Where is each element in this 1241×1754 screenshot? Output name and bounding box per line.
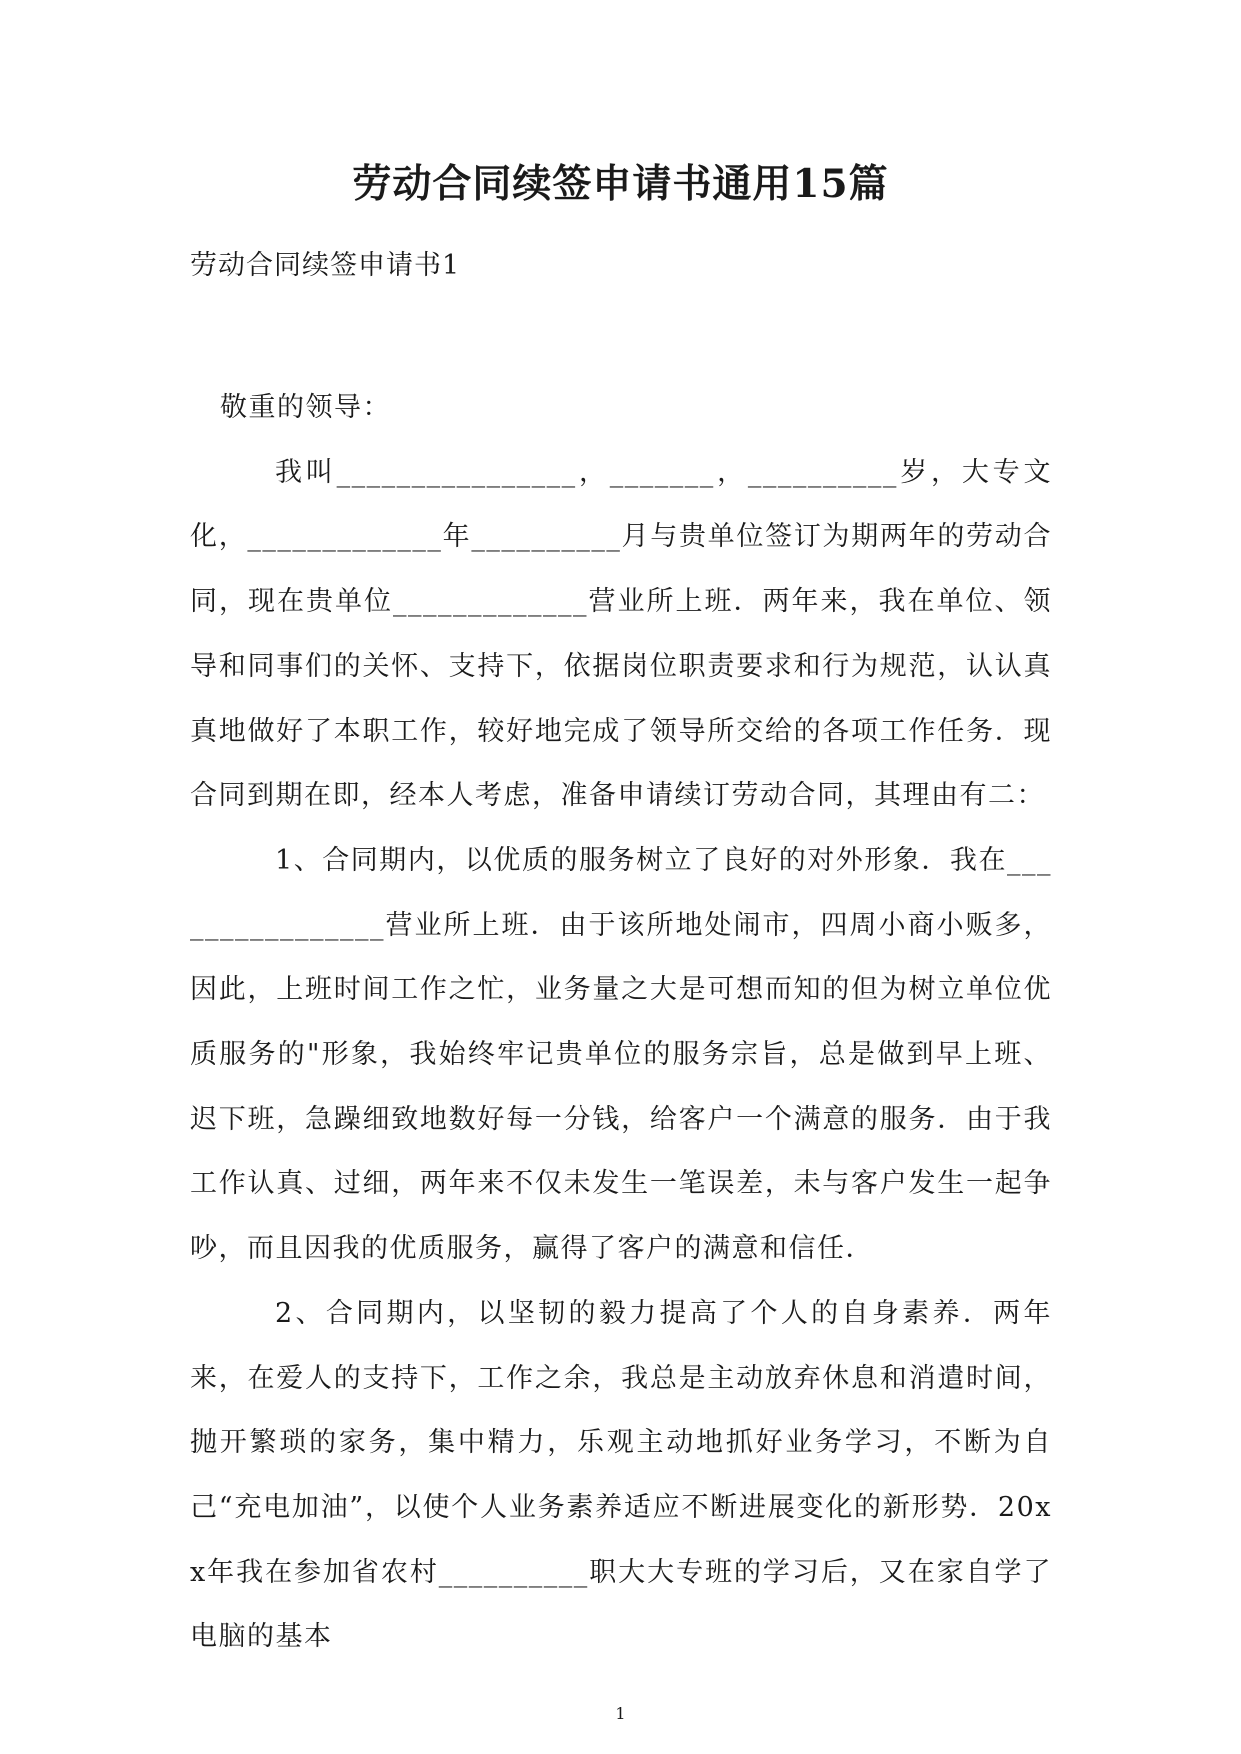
paragraph-intro: 我叫________________，_______，__________岁，大专文化，_____________年__________月与贵单位签订为期两年的劳动合同，现在贵单位_____________营业所上班．两年来，我在单位、领导和同事们的关怀、支持下，依据岗位职责要求和行为规范，认认真真地做好了本职工作，较好地完成了领导所交给的各项工作任务．现合同到期在即，经本人考虑，准备申请续订劳动合同，其理由有二： [190,456,1052,812]
greeting: 敬重的领导： [220,392,391,423]
paragraph-reason-1: 1、合同期内，以优质的服务树立了良好的对外形象．我在________________营业所上班．由于该所地处闹市，四周小商小贩多，因此，上班时间工作之忙，业务量之大是可想而知的但为树立单位优质服务的"形象，我始终牢记贵单位的服务宗旨，总是做到早上班、迟下班，急躁细致地数好每一分钱，给客户一个满意的服务．由于我工作认真、过细，两年来不仅未发生一笔误差，未与客户发生一起争吵，而且因我的优质服务，赢得了客户的满意和信任． [190,844,1052,1265]
section-heading: 劳动合同续签申请书1 [190,250,461,281]
letter-body [190,376,1052,1670]
page-number: 1 [615,1704,626,1723]
paragraph-reason-2: 2、合同期内，以坚韧的毅力提高了个人的自身素养．两年来，在爱人的支持下，工作之余，我总是主动放弃休息和消遣时间，抛开繁琐的家务，集中精力，乐观主动地抓好业务学习，不断为自己“充电加油”，以使个人业务素养适应不断进展变化的新形势．20xx年我在参加省农村__________职大大专班的学习后，又在家自学了电脑的基本 [190,1297,1052,1653]
document-title: 劳动合同续签申请书通用15篇 [352,161,889,207]
